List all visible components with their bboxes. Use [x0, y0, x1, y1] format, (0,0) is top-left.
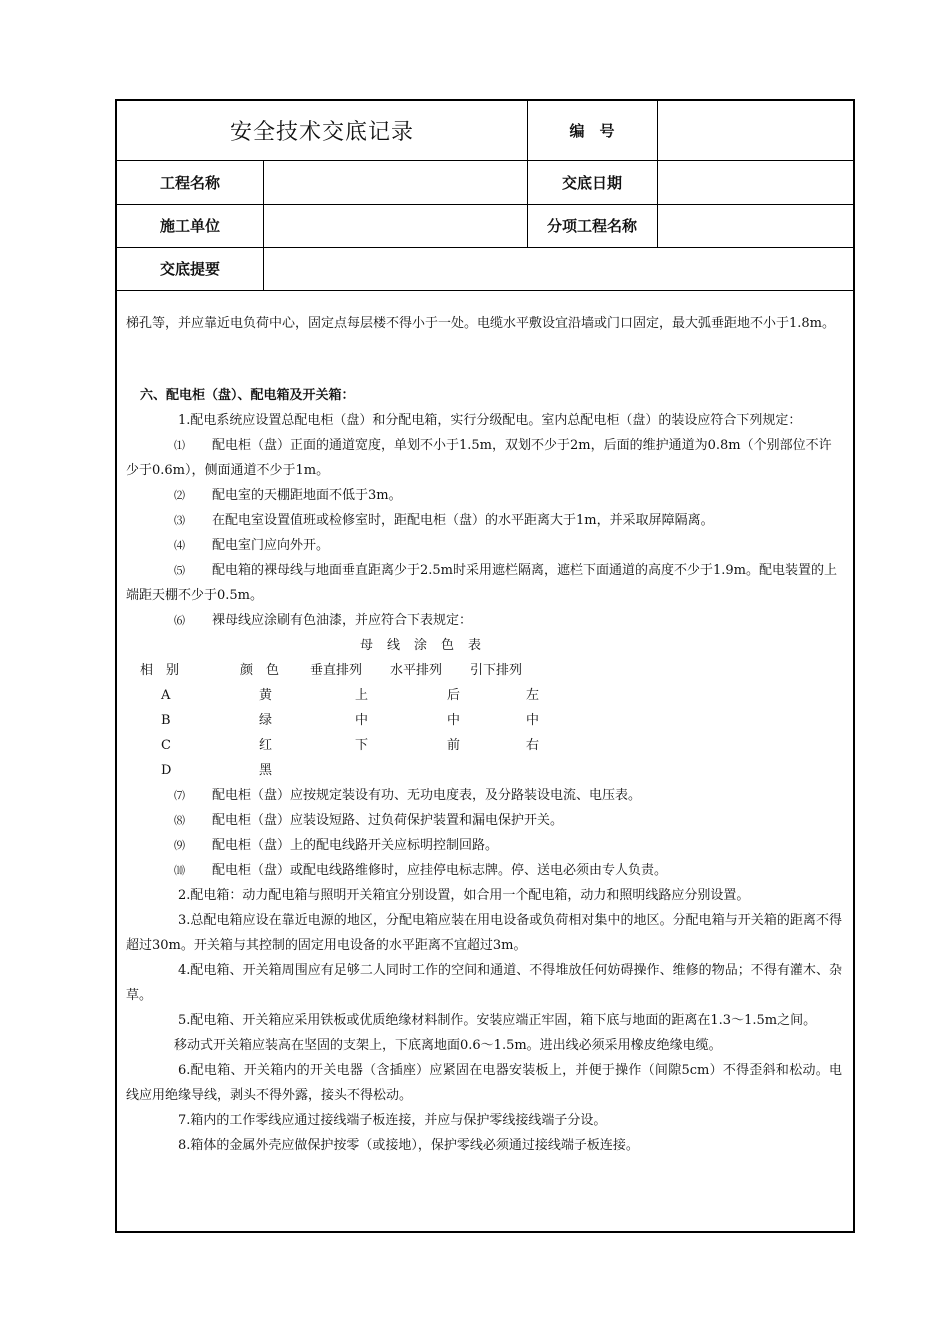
item-number: ⑵ — [174, 489, 185, 502]
table-header-vertical: 垂直排列 — [310, 663, 363, 678]
table-row — [126, 683, 842, 708]
summary-field[interactable] — [263, 247, 853, 290]
paragraph-5b: 移动式开关箱应装高在坚固的支架上，下底离地面0.6～1.5m。进出线必须采用橡皮绝缘电缆。 — [174, 1038, 722, 1053]
item-number: ⑹ — [174, 614, 185, 627]
item-text: 裸母线应涂刷有色油漆，并应符合下表规定： — [212, 613, 473, 628]
list-item — [126, 483, 842, 508]
paragraph-2: 2.配电箱：动力配电箱与照明开关箱宜分别设置，如合用一个配电箱，动力和照明线路应分别设置。 — [178, 888, 750, 903]
item-text: 配电箱的裸母线与地面垂直距离少于2.5m时采用遮栏隔离，遮栏下面通道的高度不少于1.9m。配电装置的上端距天棚不少于0.5m。 — [126, 563, 838, 603]
table-cell: 红 — [259, 738, 273, 753]
list-item — [126, 533, 842, 558]
table-cell: 后 — [447, 688, 461, 703]
table-cell — [447, 758, 526, 783]
table-row — [126, 758, 842, 783]
table-header-color: 颜 色 — [240, 663, 280, 678]
table-header-downlead: 引下排列 — [470, 663, 523, 678]
item-text: 在配电室设置值班或检修室时，距配电柜（盘）的水平距离大于1m，并采取屏障隔离。 — [212, 513, 714, 528]
list-item — [126, 808, 842, 833]
item-text: 配电柜（盘）正面的通道宽度，单划不小于1.5m，双划不少于2m，后面的维护通道为0.8m（个别部位不许少于0.6m），侧面通道不少于1m。 — [126, 438, 832, 478]
list-item — [126, 783, 842, 808]
table-cell — [355, 758, 447, 783]
item-number: ⑽ — [174, 864, 185, 877]
table-header-phase: 相 别 — [140, 663, 180, 678]
table-header-row — [126, 658, 842, 683]
number-field[interactable] — [657, 101, 853, 160]
intro-paragraph: 梯孔等，并应靠近电负荷中心，固定点每层楼不得小于一处。电缆水平敷设宜沿墙或门口固定，最大弧垂距地不小于1.8m。 — [126, 316, 836, 331]
list-item — [126, 833, 842, 858]
paragraph-5: 5.配电箱、开关箱应采用铁板或优质绝缘材料制作。安装应端正牢固，箱下底与地面的距离在1.3～1.5m之间。 — [178, 1013, 817, 1028]
paragraph-8: 8.箱体的金属外壳应做保护按零（或接地），保护零线必须通过接线端子板连接。 — [178, 1138, 639, 1153]
table-cell: 黄 — [259, 688, 273, 703]
item-number: ⑸ — [174, 564, 185, 577]
date-label: 交底日期 — [561, 173, 622, 192]
list-item — [126, 558, 842, 608]
briefing-content — [126, 311, 842, 1158]
paragraph-4: 4.配电箱、开关箱周围应有足够二人同时工作的空间和通道、不得堆放任何妨碍操作、维修的物品；不得有灌木、杂草。 — [126, 963, 842, 1003]
number-label: 编 号 — [569, 122, 615, 140]
item-text: 配电室门应向外开。 — [212, 538, 330, 553]
table-row — [126, 733, 842, 758]
summary-label: 交底提要 — [159, 260, 220, 278]
project-name-label: 工程名称 — [159, 173, 220, 192]
date-field[interactable] — [657, 160, 853, 204]
item-text: 配电柜（盘）上的配电线路开关应标明控制回路。 — [212, 838, 499, 853]
item-number: ⑶ — [174, 514, 185, 527]
company-field[interactable] — [263, 204, 527, 247]
table-cell — [526, 758, 586, 783]
table-cell: A — [161, 688, 171, 703]
table-header-horizontal: 水平排列 — [390, 663, 443, 678]
item-number: ⑺ — [174, 789, 185, 802]
item-text: 配电柜（盘）或配电线路维修时，应挂停电标志牌。停、送电必须由专人负责。 — [212, 863, 668, 878]
table-cell: 中 — [447, 713, 461, 728]
item-number: ⑴ — [174, 439, 185, 452]
table-cell: 中 — [355, 713, 369, 728]
table-cell: 上 — [355, 688, 369, 703]
table-cell: 黑 — [259, 763, 273, 778]
record-form — [115, 99, 855, 1233]
table-caption: 母线涂色表 — [360, 638, 496, 653]
table-cell: B — [161, 713, 171, 728]
project-name-field[interactable] — [263, 160, 527, 204]
item-number: ⑷ — [174, 539, 185, 552]
list-item — [126, 433, 842, 483]
subproject-label: 分项工程名称 — [546, 217, 637, 235]
item-number: ⑻ — [174, 814, 185, 827]
item-text: 配电柜（盘）应装设短路、过负荷保护装置和漏电保护开关。 — [212, 813, 564, 828]
paragraph-6: 6.配电箱、开关箱内的开关电器（含插座）应紧固在电器安装板上，并便于操作（间隙5cm）不得歪斜和松动。电线应用绝缘导线，剥头不得外露，接头不得松动。 — [126, 1063, 842, 1103]
table-cell: 下 — [355, 738, 369, 753]
table-cell: 前 — [447, 738, 461, 753]
list-item — [126, 608, 842, 633]
paragraph-1: 1.配电系统应设置总配电柜（盘）和分配电箱，实行分级配电。室内总配电柜（盘）的装设应符合下列规定： — [178, 413, 802, 428]
item-text: 配电室的天棚距地面不低于3m。 — [212, 488, 402, 503]
row-divider — [117, 290, 853, 291]
table-row — [126, 708, 842, 733]
list-item — [126, 858, 842, 883]
item-text: 配电柜（盘）应按规定装设有功、无功电度表，及分路装设电流、电压表。 — [212, 788, 642, 803]
table-cell: 绿 — [259, 713, 273, 728]
subproject-field[interactable] — [657, 204, 853, 247]
paragraph-7: 7.箱内的工作零线应通过接线端子板连接，并应与保护零线接线端子分设。 — [178, 1113, 607, 1128]
list-item — [126, 508, 842, 533]
table-cell: D — [161, 763, 172, 778]
item-number: ⑼ — [174, 839, 185, 852]
table-cell: C — [161, 738, 171, 753]
table-cell: 左 — [526, 688, 540, 703]
section-heading: 六、配电柜（盘）、配电箱及开关箱： — [140, 388, 355, 403]
table-cell: 中 — [526, 713, 540, 728]
company-label: 施工单位 — [159, 217, 220, 235]
paragraph-3: 3.总配电箱应设在靠近电源的地区，分配电箱应装在用电设备或负荷相对集中的地区。分配电箱与开关箱的距离不得超过30m。开关箱与其控制的固定用电设备的水平距离不宜超过3m。 — [126, 913, 842, 953]
document-title: 安全技术交底记录 — [229, 120, 414, 145]
table-cell: 右 — [526, 738, 540, 753]
